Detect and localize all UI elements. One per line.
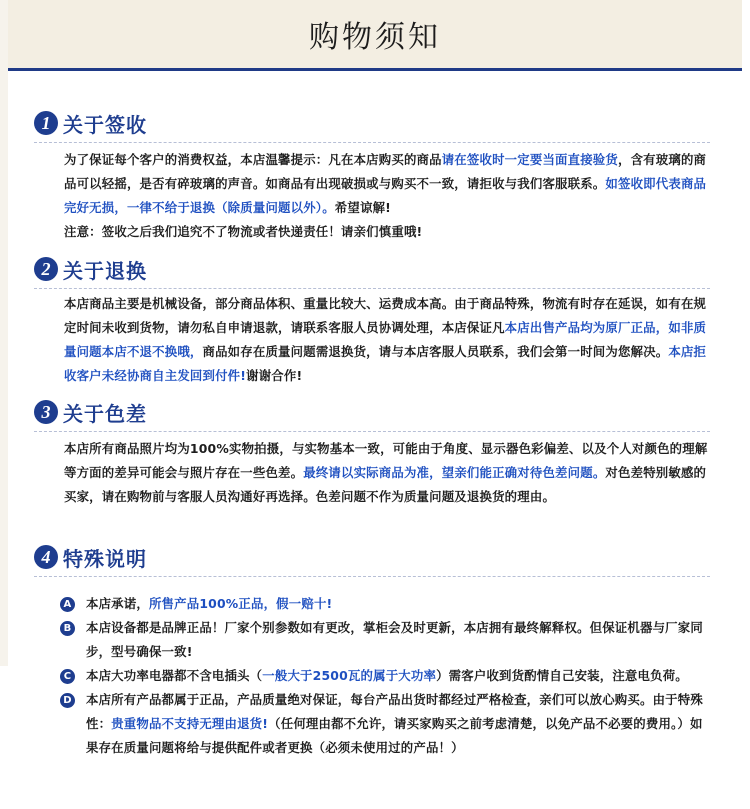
section-color-difference <box>8 397 742 504</box>
number-badge: 4 <box>34 545 58 569</box>
background-strip-left <box>0 666 8 809</box>
text-run: 本店所有商品照片均为100%实物拍摄，与实物基本一致，可能由于角度、显示器色彩偏差、以及个人对颜色的理解等方面的差异可能会与照片存在一些色差。 <box>64 441 708 480</box>
text-run: 本店承诺， <box>86 596 149 611</box>
background-strip-right <box>742 0 750 809</box>
number-badge: 1 <box>34 111 58 135</box>
section-note: 注意：签收之后我们追究不了物流或者快递责任！请亲们慎重哦! <box>64 224 423 239</box>
text-run: 对色差特别敏感的买家，请在购物前与客服人员沟通好再选择。色差问题不作为质量问题及退换货的理由。 <box>64 465 707 504</box>
section-title: 关于签收 <box>63 112 147 137</box>
highlight-text: 本店出售产品均为原厂正品，如非质量问题本店不退不换哦， <box>64 320 707 359</box>
text-run: 为了保证每个客户的消费权益，本店温馨提示：凡在本店购买的商品 <box>64 152 442 167</box>
highlight-text: 贵重物品不支持无理由退货! <box>111 716 269 731</box>
letter-badge: A <box>60 597 75 612</box>
special-notes-list <box>58 592 710 760</box>
section-header <box>8 108 742 138</box>
list-item <box>58 616 710 664</box>
number-badge: 3 <box>34 400 58 424</box>
section-title: 特殊说明 <box>63 546 147 571</box>
letter-badge: D <box>60 693 75 708</box>
text-run: 希望谅解! <box>334 200 392 215</box>
dashed-divider <box>34 576 710 577</box>
dashed-divider <box>34 142 710 143</box>
section-header <box>8 397 742 427</box>
section-header <box>8 542 742 572</box>
highlight-text: 如签收即代表商品完好无损，一律不给于退换（除质量问题以外）。 <box>64 176 707 215</box>
section-body <box>64 437 709 509</box>
section-returns <box>8 254 742 383</box>
notice-panel <box>8 0 742 809</box>
highlight-text: 最终请以实际商品为准，望亲们能正确对待色差问题。 <box>303 465 606 480</box>
highlight-text: 请在签收时一定要当面直接验货 <box>441 152 618 167</box>
list-item <box>58 592 710 616</box>
text-run: 商品如存在质量问题需退换货，请与本店客服人员联系，我们会第一时间为您解决。 <box>202 344 669 359</box>
text-run: 本店设备都是品牌正品！厂家个别参数如有更改，掌柜会及时更新，本店拥有最终解释权。但保证机器与厂家同步，型号确保一致! <box>86 620 703 659</box>
number-badge: 2 <box>34 257 58 281</box>
text-run: （任何理由都不允许，请买家购买之前考虑清楚，以免产品不必要的费用。）如果存在质量问题将给与提供配件或者更换（必须未使用过的产品！） <box>86 716 703 755</box>
title-box <box>8 0 742 68</box>
section-receipt <box>8 108 742 239</box>
letter-badge: B <box>60 621 75 636</box>
section-body <box>64 148 709 244</box>
highlight-text: 一般大于2500瓦的属于大功率 <box>262 668 437 683</box>
text-run: ）需客户收到货酌情自己安装，注意电负荷。 <box>436 668 688 683</box>
text-run: 本店所有产品都属于正品，产品质量绝对保证，每台产品出货时都经过严格检查，亲们可以放心购买。由于特殊性： <box>86 692 703 731</box>
text-run: 本店大功率电器都不含电插头（ <box>86 668 263 683</box>
text-run: ，含有玻璃的商品可以轻摇，是否有碎玻璃的声音。如商品有出现破损或与购买不一致，请拒收与我们客服联系。 <box>64 152 707 191</box>
highlight-text: 本店拒收客户未经协商自主发回到付件! <box>64 344 707 383</box>
dashed-divider <box>34 288 710 289</box>
title-rule <box>8 68 742 71</box>
section-special-notes <box>8 542 742 755</box>
text-run: 谢谢合作! <box>246 368 303 383</box>
section-header <box>8 254 742 284</box>
text-run: 本店商品主要是机械设备，部分商品体积、重量比较大、运费成本高。由于商品特殊，物流有时存在延误，如有在规定时间未收到货物，请勿私自申请退款，请联系客服人员协调处理，本店保证凡 <box>64 296 707 335</box>
section-title: 关于色差 <box>63 401 147 426</box>
list-item <box>58 688 710 760</box>
letter-badge: C <box>60 669 75 684</box>
section-body <box>64 292 709 388</box>
highlight-text: 所售产品100%正品，假一赔十! <box>148 596 333 611</box>
section-title: 关于退换 <box>63 258 147 283</box>
page-title: 购物须知 <box>309 20 441 55</box>
list-item <box>58 664 710 688</box>
dashed-divider <box>34 431 710 432</box>
